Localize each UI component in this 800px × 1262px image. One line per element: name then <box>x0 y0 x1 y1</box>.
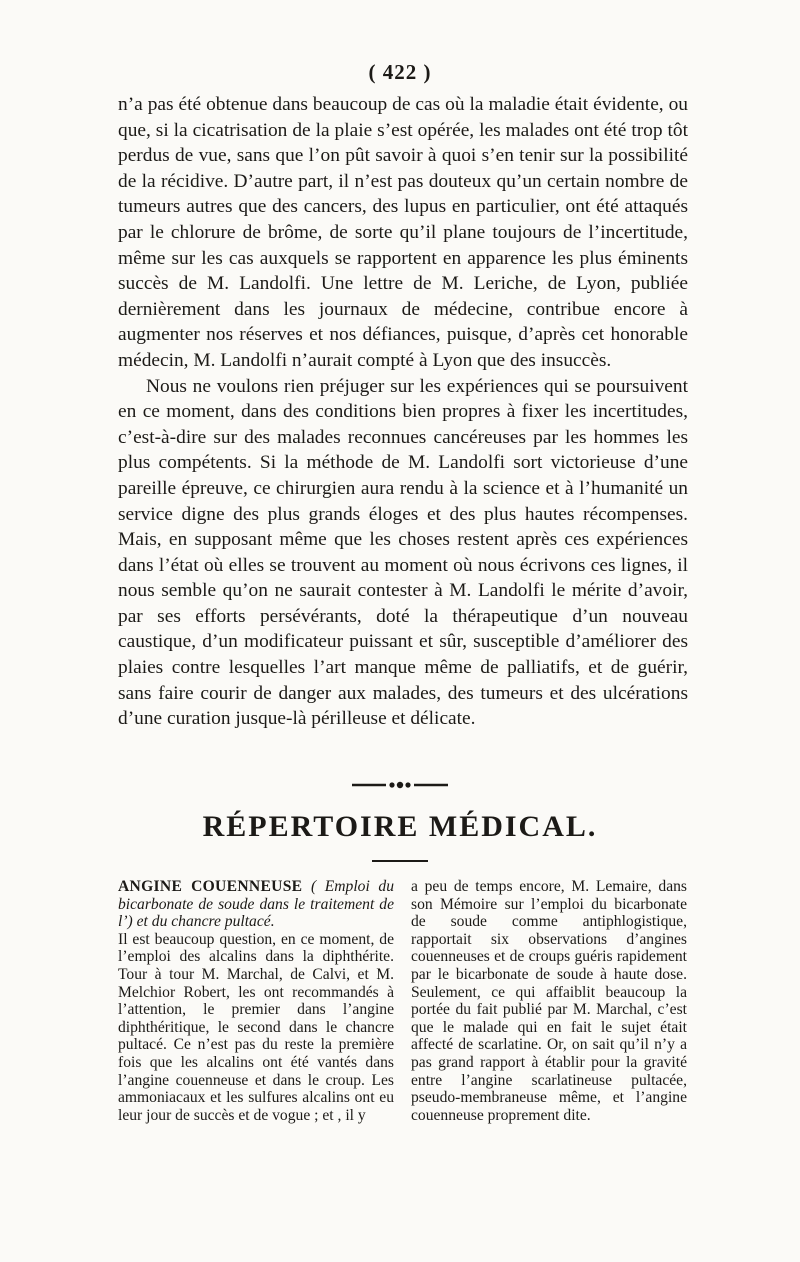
entry-right-text: a peu de temps encore, M. Lemaire, dans son Mémoire sur l’emploi du bicarbonate de soude comme antiphlogistique, rapportait six observations d’angines couenneuses et de croups guéris rapidement par le bicarbonate de soude à haute dose. Seulement, ce qui affaiblit beaucoup la portée du fait publié par M. Marchal, c’est que le malade qui en fait le sujet était affecté de scarlatine. Or, on sait qu’il n’y a pas grand rapport à établir pour la gravité entre l’angine scarlatineuse pultacée, pseudo-membraneuse même, et l’angine couenneuse proprement dite. <box>411 878 687 1124</box>
left-column <box>118 878 394 1124</box>
title-rule <box>372 860 428 862</box>
entry-heading <box>118 878 394 931</box>
entry-term: ANGINE COUENNEUSE <box>118 878 303 895</box>
section-ornament <box>350 778 450 792</box>
paragraph-1: n’a pas été obtenue dans beaucoup de cas où la maladie était évidente, ou que, si la cicatrisation de la plaie s’est opérée, les malades ont été trop tôt perdus de vue, sans que l’on pût savoir à quoi s’en tenir sur la possibilité de la récidive. D’autre part, il n’est pas douteux qu’un certain nombre de tumeurs autres que des cancers, des lupus en particulier, ont été attaqués par le chlorure de brôme, de sorte qu’il plane toujours de l’incertitude, même sur les cas auxquels se rapportent en apparence les plus éminents succès de M. Landolfi. Une lettre de M. Leriche, de Lyon, publiée dernièrement dans les journaux de médecine, contribue encore à augmenter nos réserves et nos défiances, puisque, d’après cet honorable médecin, M. Landolfi n’aurait compté à Lyon que des insuccès. <box>118 94 688 371</box>
page-number: ( 422 ) <box>368 60 432 84</box>
main-body-text <box>118 92 688 732</box>
section-title: RÉPERTOIRE MÉDICAL. <box>202 810 598 843</box>
right-column <box>411 878 687 1124</box>
entry-left-text: Il est beaucoup question, en ce moment, de l’emploi des alcalins dans la diphthérite. Tour à tour M. Marchal, de Calvi, et M. Melchior Robert, les ont recommandés à l’attention, le premier dans l’angine diphthéritique, le second dans le chancre pultacé. Ce n’est pas du reste la première fois que les alcalins ont été vantés dans l’angine couenneuse et dans le croup. Les ammoniacaux et les sulfures alcalins ont eu leur jour de succès et de vogue ; et , il y <box>118 930 394 1124</box>
paragraph-2: Nous ne voulons rien préjuger sur les expériences qui se poursuivent en ce moment, dans des conditions bien propres à fixer les incertitudes, c’est-à-dire sur des malades reconnues cancéreuses par les hommes les plus compétents. Si la méthode de M. Landolfi sort victorieuse d’une pareille épreuve, ce chirurgien aura rendu à la science et à l’humanité un service digne des plus grands éloges et des plus hautes récompenses. Mais, en supposant même que les choses restent après ces expériences dans l’état où elles se trouvent au moment où nous écrivons ces lignes, il nous semble qu’on ne saurait contester à M. Landolfi le mérite d’avoir, par ses efforts persévérants, doté la thérapeutique d’un nouveau caustique, d’un modificateur puissant et sûr, susceptible d’améliorer des plaies contre lesquelles l’art manque même de palliatifs, et de guérir, sans faire courir de danger aux malades, des tumeurs et des ulcérations d’une curation jusque-là périlleuse et délicate. <box>118 375 688 730</box>
entry-subtitle: ( Emploi du bicarbonate de soude dans le traitement de l’) et du chancre pultacé. <box>118 878 394 931</box>
